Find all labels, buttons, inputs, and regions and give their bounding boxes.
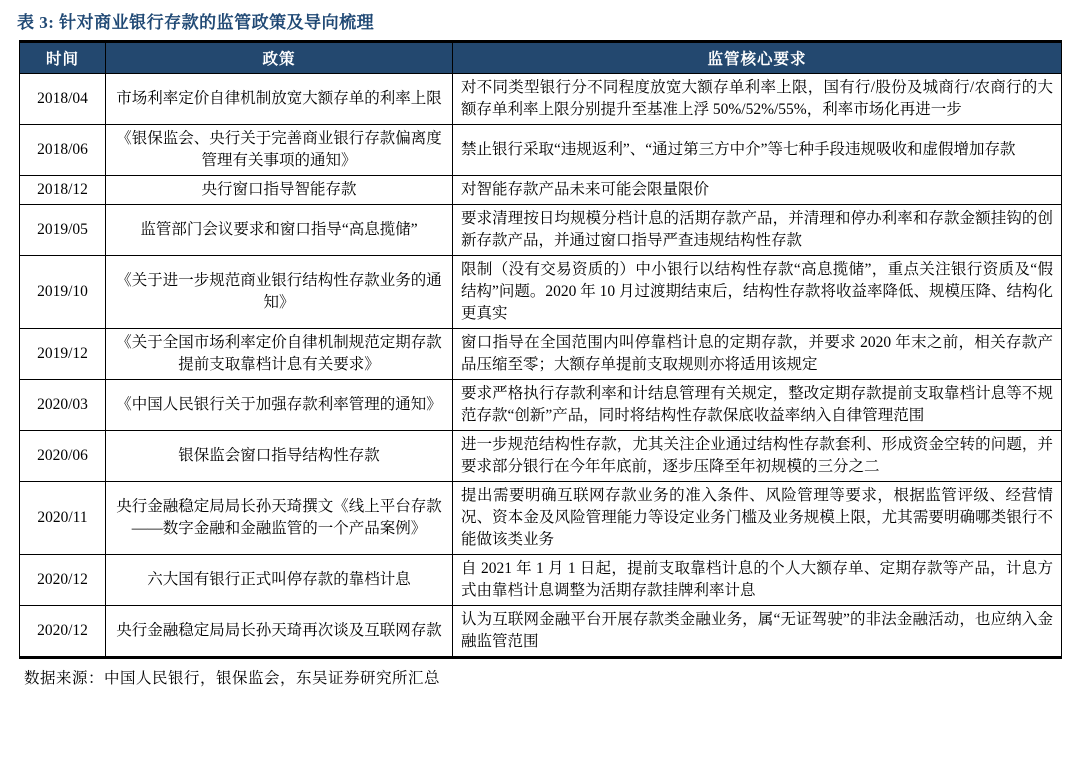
table-row: [20, 125, 1062, 176]
column-header-policy: 政策: [106, 42, 453, 74]
policy-name: 央行金融稳定局局长孙天琦再次谈及互联网存款: [106, 606, 453, 658]
policy-table-body: [20, 74, 1062, 658]
policy-name: 央行金融稳定局局长孙天琦撰文《线上平台存款——数字金融和金融监管的一个产品案例》: [106, 482, 453, 555]
policy-date: 2019/12: [20, 329, 106, 380]
page-title: 表 3: 针对商业银行存款的监管政策及导向梳理: [17, 13, 375, 32]
policy-date: 2020/06: [20, 431, 106, 482]
policy-name: 《关于全国市场利率定价自律机制规范定期存款提前支取靠档计息有关要求》: [106, 329, 453, 380]
policy-date: 2018/06: [20, 125, 106, 176]
policy-date: 2019/10: [20, 256, 106, 329]
table-header: [20, 42, 1062, 74]
policy-requirement: 窗口指导在全国范围内叫停靠档计息的定期存款，并要求 2020 年末之前，相关存款产品压缩至零；大额存单提前支取规则亦将适用该规定: [453, 329, 1062, 380]
policy-date: 2018/12: [20, 176, 106, 205]
table-row: [20, 74, 1062, 125]
policy-name: 市场利率定价自律机制放宽大额存单的利率上限: [106, 74, 453, 125]
table-row: [20, 205, 1062, 256]
policy-date: 2019/05: [20, 205, 106, 256]
policy-requirement: 自 2021 年 1 月 1 日起，提前支取靠档计息的个人大额存单、定期存款等产品，计息方式由靠档计息调整为活期存款挂牌利率计息: [453, 555, 1062, 606]
table-row: [20, 606, 1062, 658]
policy-requirement: 禁止银行采取“违规返利”、“通过第三方中介”等七种手段违规吸收和虚假增加存款: [453, 125, 1062, 176]
policy-date: 2018/04: [20, 74, 106, 125]
policy-name: 六大国有银行正式叫停存款的靠档计息: [106, 555, 453, 606]
table-row: [20, 256, 1062, 329]
policy-name: 《银保监会、央行关于完善商业银行存款偏离度管理有关事项的通知》: [106, 125, 453, 176]
policy-requirement: 限制（没有交易资质的）中小银行以结构性存款“高息揽储”，重点关注银行资质及“假结构”问题。2020 年 10 月过渡期结束后，结构性存款将收益率降低、规模压降、结构化更真实: [453, 256, 1062, 329]
policy-name: 监管部门会议要求和窗口指导“高息揽储”: [106, 205, 453, 256]
policy-name: 《关于进一步规范商业银行结构性存款业务的通知》: [106, 256, 453, 329]
table-row: [20, 555, 1062, 606]
policy-name: 银保监会窗口指导结构性存款: [106, 431, 453, 482]
policy-requirement: 对不同类型银行分不同程度放宽大额存单利率上限，国有行/股份及城商行/农商行的大额存单利率上限分别提升至基准上浮 50%/52%/55%，利率市场化再进一步: [453, 74, 1062, 125]
policy-date: 2020/12: [20, 555, 106, 606]
policy-requirement: 提出需要明确互联网存款业务的准入条件、风险管理等要求，根据监管评级、经营情况、资本金及风险管理能力等设定业务门槛及业务规模上限，尤其需要明确哪类银行不能做该类业务: [453, 482, 1062, 555]
policy-name: 《中国人民银行关于加强存款利率管理的通知》: [106, 380, 453, 431]
policy-requirement: 要求清理按日均规模分档计息的活期存款产品，并清理和停办利率和存款金额挂钩的创新存款产品，并通过窗口指导严查违规结构性存款: [453, 205, 1062, 256]
column-header-time: 时间: [20, 42, 106, 74]
table-row: [20, 380, 1062, 431]
table-row: [20, 482, 1062, 555]
policy-requirement: 进一步规范结构性存款，尤其关注企业通过结构性存款套利、形成资金空转的问题，并要求部分银行在今年年底前，逐步压降至年初规模的三分之二: [453, 431, 1062, 482]
policy-requirement: 要求严格执行存款利率和计结息管理有关规定，整改定期存款提前支取靠档计息等不规范存款“创新”产品，同时将结构性存款保底收益率纳入自律管理范围: [453, 380, 1062, 431]
column-header-requirement: 监管核心要求: [453, 42, 1062, 74]
policy-date: 2020/03: [20, 380, 106, 431]
table-row: [20, 431, 1062, 482]
policy-date: 2020/12: [20, 606, 106, 658]
policy-table: [19, 40, 1062, 659]
policy-name: 央行窗口指导智能存款: [106, 176, 453, 205]
policy-date: 2020/11: [20, 482, 106, 555]
policy-requirement: 对智能存款产品未来可能会限量限价: [453, 176, 1062, 205]
table-row: [20, 176, 1062, 205]
data-source: 数据来源：中国人民银行，银保监会，东吴证券研究所汇总: [24, 670, 441, 687]
policy-requirement: 认为互联网金融平台开展存款类金融业务，属“无证驾驶”的非法金融活动，也应纳入金融监管范围: [453, 606, 1062, 658]
table-row: [20, 329, 1062, 380]
